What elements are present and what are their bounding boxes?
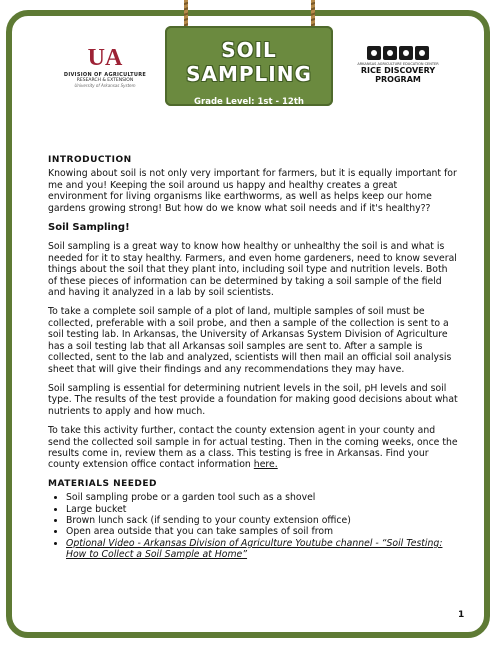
list-item: • Brown lunch sack (if sending to your county extension office) bbox=[66, 515, 458, 526]
rice-discovery-logo bbox=[348, 46, 448, 84]
introduction-text: Knowing about soil is not only very important for farmers, but it is equally important for me and you! Keeping the soil around us happy and healthy creates a great environment for living organisms like earthworms, as well as helps keep our home gardens growing strong! But how do we know what soil needs and if it's healthy?? bbox=[48, 168, 457, 214]
list-item bbox=[66, 538, 458, 561]
plant-icon bbox=[383, 46, 397, 60]
list-item: • Open area outside that you can take samples of soil from bbox=[66, 526, 458, 537]
rice-program-icons bbox=[348, 46, 448, 60]
uark-agriculture-logo bbox=[60, 46, 150, 88]
barn-icon bbox=[415, 46, 429, 60]
seed-icon bbox=[367, 46, 381, 60]
page-title: SOIL SAMPLING bbox=[186, 38, 312, 86]
optional-video-link[interactable]: Optional Video - Arkansas Division of Agriculture Youtube channel - “Soil Testing: How to Collect a Soil Sample at Home” bbox=[66, 537, 443, 561]
list-item: • Soil sampling probe or a garden tool such as a shovel bbox=[66, 492, 458, 503]
document-body bbox=[48, 155, 458, 561]
soil-sampling-paragraph-4 bbox=[48, 425, 458, 471]
soil-sampling-paragraph-2: To take a complete soil sample of a plot of land, multiple samples of soil must be collected, preferable with a soil probe, and then a sample of the collection is sent to a soil testing lab. In Arkansas, the University of Arkansas System Division of Agriculture has a soil testing lab that all Arkansas soil samples are sent to. After a sample is collected, sent to the lab and analyzed, scientists will then mail an official soil analysis sheet that will give their findings and any recommendations they may have. bbox=[48, 306, 452, 375]
grade-level: Grade Level: 1st - 12th bbox=[194, 97, 304, 107]
county-office-link[interactable]: here. bbox=[253, 459, 278, 471]
time-duration: Time Duration: 30 minutes bbox=[184, 109, 314, 119]
soil-sampling-paragraph-1: Soil sampling is a great way to know how healthy or unhealthy the soil is and what is needed for it to stay healthy. Farmers, and even home gardeners, need to know several things about the soil that they plant into, including soil type and nutrition levels. Both of these pieces of information can be determined by taking a soil sample of the field and having it analyzed in a lab by soil scientists. bbox=[48, 241, 457, 299]
paragraph-4-text: To take this activity further, contact the county extension agent in your county and send the collected soil sample in for actual testing. Then in the coming weeks, once the results come in, review them as a class. This testing is free in Arkansas. Find your county extension office contact information bbox=[48, 425, 458, 471]
logo-right-line1: RICE DISCOVERY bbox=[360, 66, 436, 75]
sign-rope-left bbox=[184, 0, 188, 28]
soil-sampling-heading: Soil Sampling! bbox=[48, 222, 130, 234]
logo-right-small-text: ARKANSAS AGRICULTURE EDUCATION CENTER bbox=[357, 62, 439, 66]
logo-right-line2: PROGRAM bbox=[375, 75, 421, 84]
materials-list bbox=[48, 492, 458, 560]
logo-left-line1: DIVISION OF AGRICULTURE bbox=[63, 72, 147, 78]
title-sign bbox=[165, 26, 333, 119]
logo-left-line3: University of Arkansas System bbox=[74, 83, 136, 88]
sign-rope-right bbox=[311, 0, 315, 28]
page-number: 1 bbox=[458, 610, 465, 620]
grain-icon bbox=[399, 46, 413, 60]
logo-left-line2: RESEARCH & EXTENSION bbox=[76, 78, 134, 83]
introduction-heading: INTRODUCTION bbox=[48, 155, 132, 165]
materials-heading: MATERIALS NEEDED bbox=[48, 478, 158, 489]
ua-logo-mark: UA bbox=[87, 45, 123, 71]
soil-sampling-paragraph-3: Soil sampling is essential for determining nutrient levels in the soil, pH levels and soil type. The results of the test provide a foundation for making good decisions about what nutrients to apply and how much. bbox=[48, 382, 458, 417]
list-item: • Large bucket bbox=[66, 504, 458, 515]
